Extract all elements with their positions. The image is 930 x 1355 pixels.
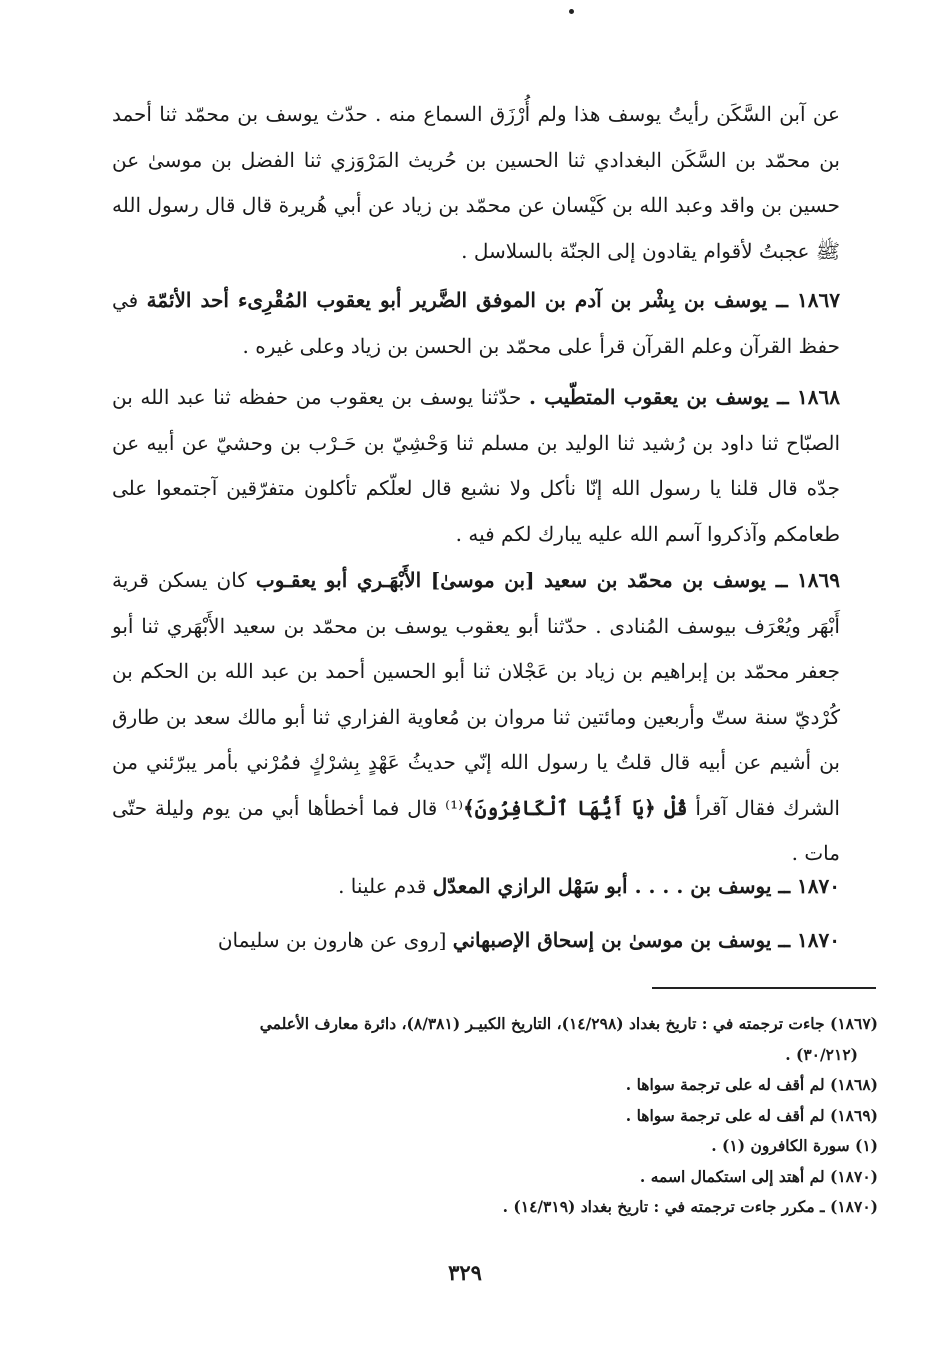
entry-1870-a-heading: ١٨٧٠ ــ يوسف بن . . . . أبو سَهْل الرازي المعدّل — [432, 874, 840, 898]
footnote-1867: (١٨٦٧) جاءت ترجمته في : تاريخ بغداد (١٤/٢٩٨)، التاريخ الكبيـر (٨/٣٨١)، دائرة معارف الأعلمي — [259, 1014, 878, 1033]
entry-1868-heading: ١٨٦٨ ــ يوسف بن يعقوب المتطّيب . — [528, 385, 840, 409]
entry-1868 — [112, 375, 840, 557]
entry-1870-b — [112, 918, 840, 964]
footnote-1867-continuation: (٣٠/٢١٢) . — [785, 1044, 858, 1064]
footnotes — [130, 1009, 878, 1223]
quran-quote: قُلْ ﴿يَا أَيُّهَا ٱلْكَافِرُونَ﴾ — [463, 795, 688, 820]
paragraph-continued-entry — [112, 92, 840, 274]
footnote-1: (١) سورة الكافرون (١) . — [711, 1136, 878, 1155]
entry-1869-heading: ١٨٦٩ ــ يوسف بن محمّد بن سعيد [بن موسىٰ] الأَبْهَـري أبو يعقـوب — [255, 568, 841, 592]
footnote-1870-a: (١٨٧٠) لم أهتد إلى استكمال اسمه . — [639, 1166, 878, 1186]
footnote-reference: ⁽¹⁾ — [445, 795, 464, 820]
entry-1869-text-a: كان يسكن قرية أَبْهَر ويُعْرَف بيوسف المُنادى . حدّثنا أبو يعقوب يوسف بن محمّد بن سعيد الأَبْهَري ثنا أبو جعفر محمّد بن إبراهيم بن زياد بن عَجْلان ثنا أبو الحسين أحمد بن عبد الله بن الحكم بن كُرْديّ سنة ستّ وأربعين ومائتين ثنا مروان بن مُعاوية الفزاري ثنا أبو مالك سعد بن طارق بن أشيم عن أبيه قال قلتُ يا رسول الله إنّي حديثُ عَهْدٍ بِشرْكٍ فمُرْني بأمر يبرّئني من الشرك فقال آقرأ — [112, 568, 840, 820]
entry-1867-text: في حفظ القرآن وعلم القرآن قرأ على محمّد بن الحسن بن زياد وعلى غيره . — [112, 288, 840, 358]
entry-1870-a-text: قدم علينا . — [338, 874, 433, 898]
entry-1867 — [112, 278, 840, 369]
paragraph-text: عن آبن السَّكَن رأيتُ يوسف هذا ولم أُرْزَق السماع منه . حدّث يوسف بن محمّد ثنا أحمد بن محمّد بن السَّكَن البغدادي ثنا الحسين بن حُريث المَرْوَزي ثنا الفضل بن موسىٰ عن حسين بن واقد وعبد الله بن كَيْسان عن محمّد بن زياد عن أبي هُريرة قال قال رسول الله ﷺ عجبتُ لأقوام يقادون إلى الجنّة بالسلاسل . — [112, 102, 840, 263]
entry-1868-text: حدّثنا يوسف بن يعقوب من حفظه ثنا عبد الله بن الصبّاح ثنا داود بن رُشيد ثنا الوليد بن مسلم ثنا وَحْشِيّ بن حَـرْب بن وحشيّ عن أبيه عن جدّه قال قلنا يا رسول الله إنّا نأكل ولا نشبع قال لعلّكم تأكلون متفرّقين آجتمعوا على طعامكم وآذكروا آسم الله عليه يبارك لكم فيه . — [112, 385, 841, 546]
entry-1870-b-text: [روى عن هارون بن سليمان — [217, 928, 453, 952]
page-number: ٣٢٩ — [448, 1260, 482, 1285]
entry-1867-heading: ١٨٦٧ ــ يوسف بن بِشْر بن آدم بن الموفق الضَّرير أبو يعقوب المُقْرِىء أحد الأئمّة — [146, 288, 840, 312]
scan-dot-mark — [569, 9, 574, 14]
footnote-divider — [652, 987, 876, 989]
entry-1870-b-heading: ١٨٧٠ ــ يوسف بن موسىٰ بن إسحاق الإصبهاني — [452, 928, 840, 952]
footnote-1870-b: (١٨٧٠) ـ مكرر جاءت ترجمته في : تاريخ بغداد (١٤/٣١٩) . — [502, 1197, 878, 1216]
entry-1869-text-b: قال فما أخطأها أبي من يوم وليلة حتّى مات . — [112, 795, 840, 865]
entry-1870-a — [112, 864, 840, 910]
entry-1869 — [112, 558, 840, 877]
footnote-1868: (١٨٦٨) لم أقف له على ترجمة سواها . — [625, 1075, 878, 1094]
footnote-1869: (١٨٦٩) لم أقف له على ترجمة سواها . — [625, 1105, 878, 1125]
